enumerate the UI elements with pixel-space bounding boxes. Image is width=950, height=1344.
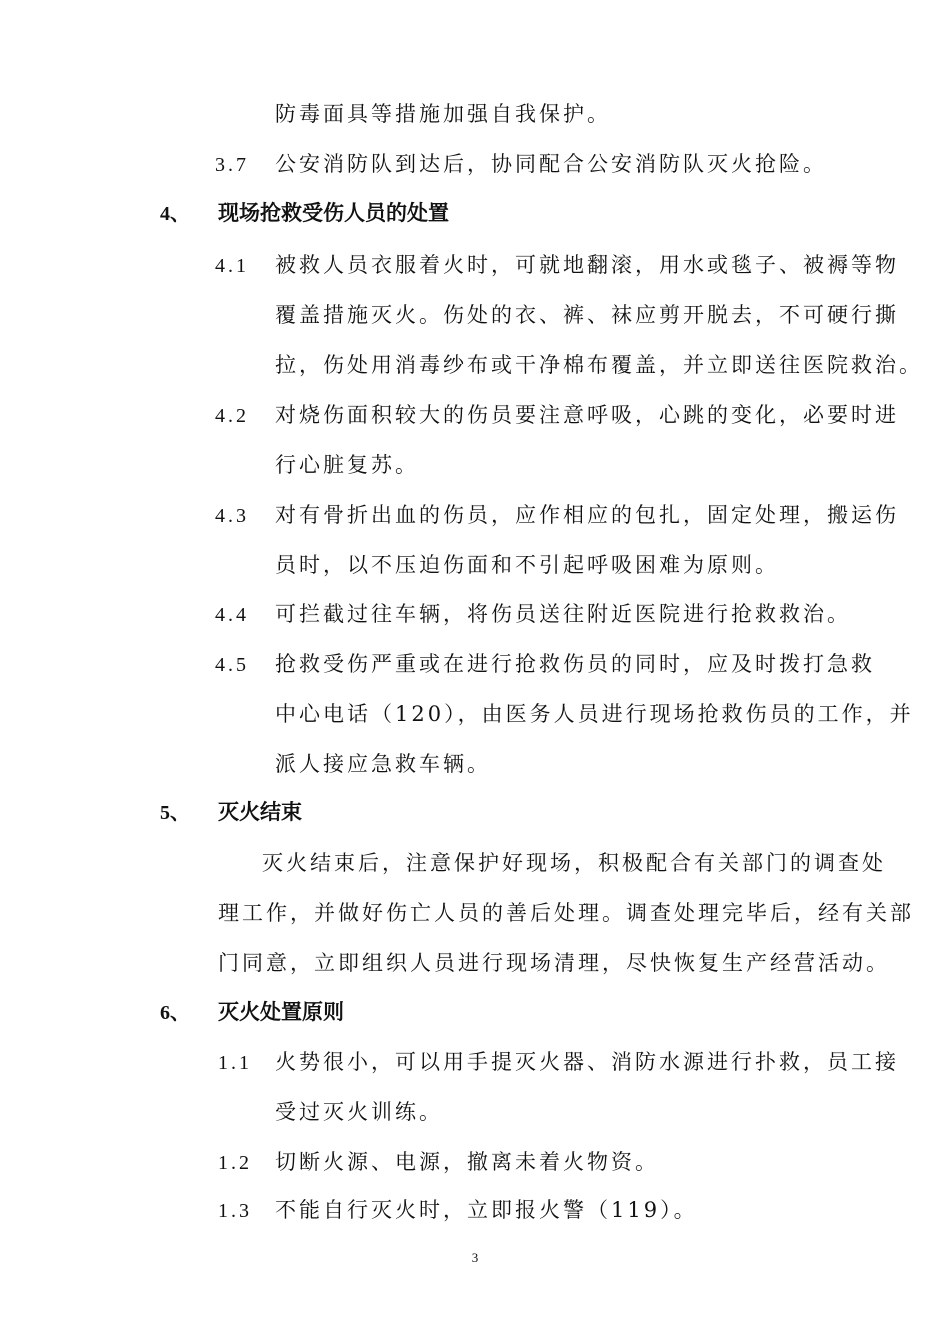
- item-text: 派人接应急救车辆。: [275, 752, 491, 776]
- item-text: 对烧伤面积较大的伤员要注意呼吸，心跳的变化，必要时进: [275, 403, 899, 427]
- item-text: 可拦截过往车辆，将伤员送往附近医院进行抢救救治。: [275, 602, 851, 626]
- item-text: 公安消防队到达后，协同配合公安消防队灭火抢险。: [275, 152, 827, 176]
- continuation-text: 防毒面具等措施加强自我保护。: [275, 102, 611, 126]
- section-number: 6、: [160, 1002, 190, 1024]
- item-text: 被救人员衣服着火时，可就地翻滚，用水或毯子、被褥等物: [275, 253, 899, 277]
- item-text: 切断火源、电源，撤离未着火物资。: [275, 1150, 659, 1174]
- item-text: 员时，以不压迫伤面和不引起呼吸困难为原则。: [275, 553, 779, 577]
- item-number: 1.1: [218, 1052, 252, 1074]
- item-number: 4.1: [215, 255, 249, 277]
- item-text: 受过灭火训练。: [275, 1100, 443, 1124]
- paragraph-text: 理工作，并做好伤亡人员的善后处理。调查处理完毕后，经有关部: [218, 901, 914, 925]
- item-text: 不能自行灭火时，立即报火警（119）。: [275, 1198, 698, 1222]
- item-number: 4.4: [215, 604, 249, 626]
- item-number: 1.3: [218, 1200, 252, 1222]
- item-text: 拉，伤处用消毒纱布或干净棉布覆盖，并立即送往医院救治。: [275, 353, 923, 377]
- section-title: 灭火结束: [218, 800, 302, 824]
- item-text: 对有骨折出血的伤员，应作相应的包扎，固定处理，搬运伤: [275, 503, 899, 527]
- section-number: 5、: [160, 802, 190, 824]
- item-number: 1.2: [218, 1152, 252, 1174]
- item-number: 3.7: [215, 154, 249, 176]
- item-text: 火势很小，可以用手提灭火器、消防水源进行扑救，员工接: [275, 1050, 899, 1074]
- item-text: 行心脏复苏。: [275, 453, 419, 477]
- section-title: 现场抢救受伤人员的处置: [218, 201, 449, 225]
- paragraph-text: 门同意，立即组织人员进行现场清理，尽快恢复生产经营活动。: [218, 951, 890, 975]
- item-text: 中心电话（120），由医务人员进行现场抢救伤员的工作，并: [275, 702, 914, 726]
- item-text: 抢救受伤严重或在进行抢救伤员的同时，应及时拨打急救: [275, 652, 875, 676]
- item-number: 4.2: [215, 405, 249, 427]
- section-number: 4、: [160, 203, 190, 225]
- paragraph-text: 灭火结束后，注意保护好现场，积极配合有关部门的调查处: [262, 851, 886, 875]
- item-number: 4.3: [215, 505, 249, 527]
- section-title: 灭火处置原则: [218, 1000, 344, 1024]
- item-text: 覆盖措施灭火。伤处的衣、裤、袜应剪开脱去，不可硬行撕: [275, 303, 899, 327]
- item-number: 4.5: [215, 654, 249, 676]
- page-number: 3: [471, 1250, 479, 1265]
